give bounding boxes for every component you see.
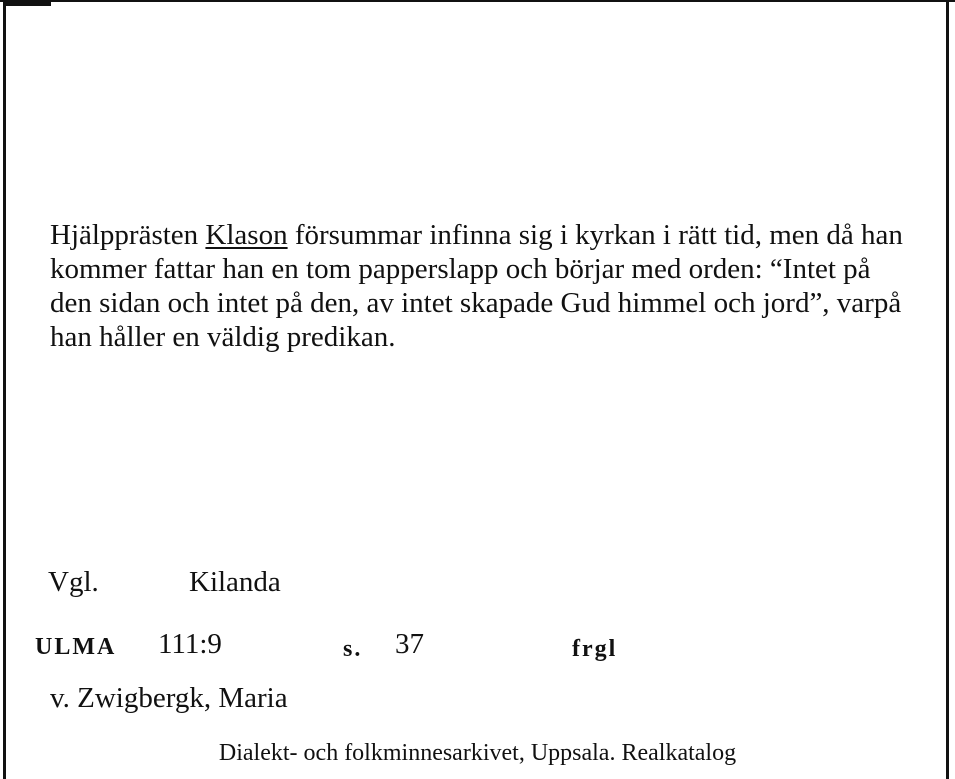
parish-name: Kilanda <box>189 566 281 598</box>
archive-code: ULMA <box>35 634 117 660</box>
archive-footer: Dialekt- och folkminnesarkivet, Uppsala. Realkatalog <box>218 740 737 766</box>
page-label: s. <box>343 636 363 662</box>
collector-name: v. Zwigbergk, Maria <box>50 682 288 714</box>
collector-code: frgl <box>572 636 618 662</box>
province-label: Vgl. <box>48 566 99 598</box>
legend-text-start: Hjälpprästen <box>50 219 206 251</box>
underlined-name: Klason <box>205 219 288 251</box>
card-top-border <box>0 0 955 2</box>
card-left-border <box>3 0 6 779</box>
card-corner-mark <box>3 0 51 6</box>
page-number: 37 <box>395 628 424 660</box>
archive-number: 111:9 <box>158 628 222 660</box>
legend-text-rest: försummar infinna sig i kyrkan i rätt tid, men då han kommer fattar han en tom papperslapp och börjar med orden: “Intet på den sidan och intet på den, av intet skapade Gud himmel och jord”, varpå han håller en väldig predikan. <box>50 219 903 353</box>
legend-text <box>50 218 910 354</box>
card-right-border <box>946 0 949 779</box>
